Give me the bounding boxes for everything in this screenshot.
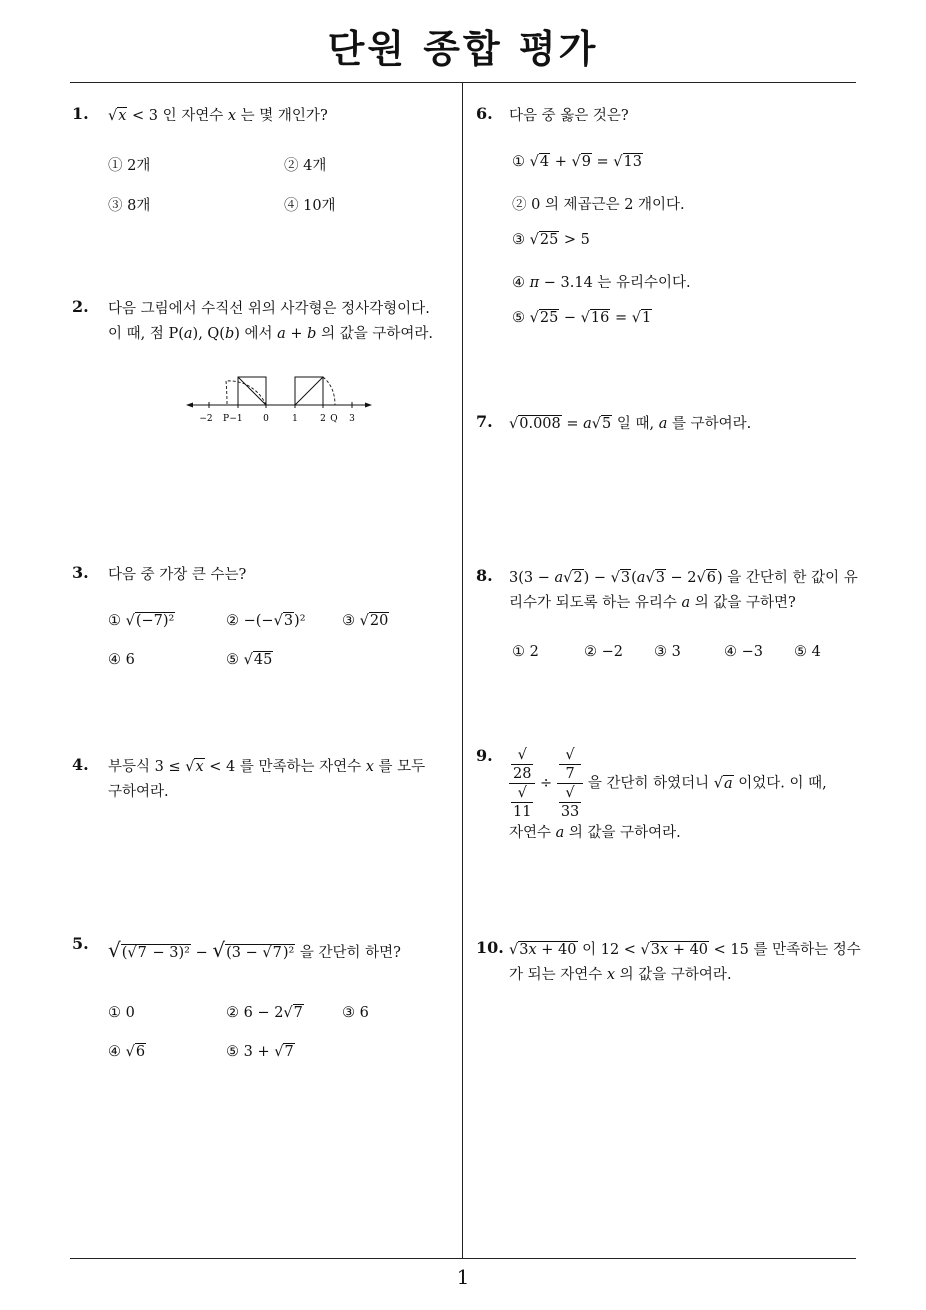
tick-label: −2 (199, 414, 213, 424)
question-number: 8. (476, 566, 493, 585)
option-4[interactable]: ④ √6 (108, 1044, 146, 1060)
option-3[interactable]: ③ 3 (654, 644, 681, 660)
option-1[interactable]: ① 2 (512, 644, 539, 660)
question-text: √0.008 = a√5 일 때, a 를 구하여라. (509, 416, 752, 432)
question-text: √ 28 √ 11 ÷ √ 7 √ 33 을 간단히 하였더니 √a 이었다. 이 때, 자연수 a 의 값을 구하여라. (509, 747, 827, 841)
question-number: 6. (476, 104, 493, 123)
option-1[interactable]: ① √(−7)² (108, 613, 175, 629)
option-5[interactable]: ⑤ √45 (226, 652, 273, 668)
option-1[interactable]: ① √4 + √9 = √13 (512, 154, 642, 170)
point-label-p: P (222, 414, 230, 424)
question-text: √(√7 − 3)² − √(3 − √7)² 을 간단히 하면? (108, 938, 401, 962)
question-number: 7. (476, 412, 493, 431)
tick-label: 2 (320, 414, 326, 424)
option-5[interactable]: ⑤ 3 + √7 (226, 1044, 294, 1060)
column-divider (462, 82, 463, 1258)
tick-label: 3 (349, 414, 355, 424)
option-4[interactable]: ④ −3 (724, 644, 763, 660)
option-1[interactable]: ① 2개 (108, 158, 151, 174)
question-8 (476, 566, 861, 666)
option-3[interactable]: ③ 8개 (108, 198, 151, 214)
tick-label: 0 (263, 414, 269, 424)
question-2 (72, 297, 457, 437)
number-line-figure (184, 373, 374, 429)
question-10 (476, 938, 861, 998)
option-3[interactable]: ③ √25 > 5 (512, 232, 590, 248)
point-label-q: Q (330, 414, 338, 424)
question-number: 1. (72, 104, 89, 123)
question-text: 다음 그림에서 수직선 위의 사각형은 정사각형이다. 이 때, 점 P(a), Q(b) 에서 a + b 의 값을 구하여라. (108, 301, 433, 342)
page-title: 단원 종합 평가 (327, 27, 599, 71)
question-3 (72, 563, 452, 683)
option-2[interactable]: ② 0 의 제곱근은 2 개이다. (512, 197, 685, 213)
tick-label: 1 (292, 414, 298, 424)
option-3[interactable]: ③ 6 (342, 1005, 369, 1021)
page-number: 1 (456, 1265, 470, 1289)
option-5[interactable]: ⑤ √25 − √16 = √1 (512, 310, 652, 326)
question-number: 5. (72, 934, 89, 953)
question-7 (476, 412, 861, 442)
question-number: 10. (476, 938, 504, 957)
option-3[interactable]: ③ √20 (342, 613, 389, 629)
question-text: 다음 중 가장 큰 수는? (108, 567, 247, 583)
option-2[interactable]: ② 4개 (284, 158, 327, 174)
question-text: √3x + 40 이 12 < √3x + 40 < 15 를 만족하는 정수 가 되는 자연수 x 의 값을 구하여라. (509, 942, 861, 983)
question-text: √x < 3 인 자연수 x 는 몇 개인가? (108, 108, 328, 124)
option-2[interactable]: ② −2 (584, 644, 623, 660)
question-text: 다음 중 옳은 것은? (509, 108, 629, 124)
question-6 (476, 104, 861, 334)
option-4[interactable]: ④ π − 3.14 는 유리수이다. (512, 275, 691, 291)
question-text: 3(3 − a√2) − √3(a√3 − 2√6) 을 간단히 한 값이 유 리수가 되도록 하는 유리수 a 의 값을 구하면? (509, 570, 858, 611)
question-number: 2. (72, 297, 89, 316)
bottom-rule (70, 1258, 856, 1259)
option-4[interactable]: ④ 6 (108, 652, 135, 668)
option-5[interactable]: ⑤ 4 (794, 644, 821, 660)
question-1 (72, 104, 452, 224)
option-2[interactable]: ② 6 − 2√7 (226, 1005, 303, 1021)
question-number: 3. (72, 563, 89, 582)
question-9 (476, 746, 861, 841)
question-number: 4. (72, 755, 89, 774)
question-text: 부등식 3 ≤ √x < 4 를 만족하는 자연수 x 를 모두 구하여라. (108, 759, 426, 800)
tick-label: −1 (229, 414, 243, 424)
question-number: 9. (476, 746, 493, 765)
option-1[interactable]: ① 0 (108, 1005, 135, 1021)
option-4[interactable]: ④ 10개 (284, 198, 336, 214)
question-4 (72, 755, 457, 815)
top-rule (70, 82, 856, 83)
option-2[interactable]: ② −(−√3)² (226, 613, 306, 629)
question-5 (72, 934, 457, 1064)
